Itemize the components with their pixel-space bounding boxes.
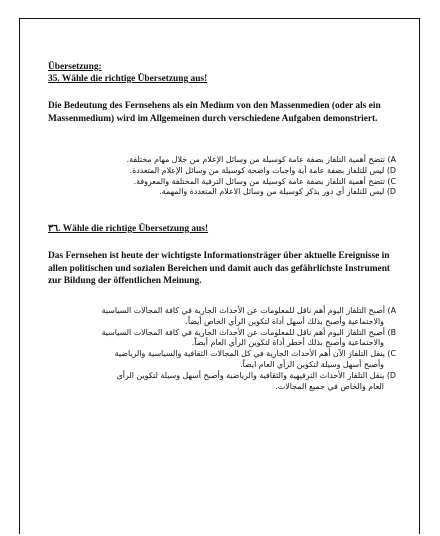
q36-option-d-line1: D) ينقل التلفاز الأحداث الترفيهية والثقافية والرياضية وأصبح أسهل وسيلة لتكوين الرأى: [116, 370, 396, 380]
q36-option-b[interactable]: [70, 328, 396, 350]
question-36-options: [70, 306, 396, 392]
q35-option-c[interactable]: C) تتضح أهمية التلفاز بصفة عامة كوسيلة من وسائل الترفية المختلفة والمعروفة.: [133, 176, 396, 186]
q36-option-a[interactable]: [70, 306, 396, 328]
question-35-text: Die Bedeutung des Fernsehens als ein Medium von den Massenmedien (oder als ein Massenmedium) wird im Allgemeinen durch verschiedene Aufgaben demonstriert.: [48, 101, 381, 124]
q35-option-b[interactable]: D) ليس للتلفاز بصفة عامة أية واجبات واضحة كوسيلة من وسائل الإعلام المتعددة.: [129, 165, 396, 175]
q36-option-d[interactable]: [70, 371, 396, 393]
q35-option-d[interactable]: D) ليس للتلفاز أي دور يذكر كوسيلة من وسائل الاعلام المتعددة والمهمة.: [159, 187, 396, 197]
q36-option-a-line2: والاجتماعية وأصبح بذلك أسهل أداة لتكوين الرأي الخاص أيضاً.: [185, 316, 384, 326]
section-heading: Übersetzung:: [48, 62, 102, 72]
question-36-title: [48, 224, 208, 235]
q36-option-c-line2: وأصبح أسهل وسيلة لتكوين الرأي العام ايضاً.: [240, 359, 384, 369]
q36-option-a-line1: A) أصبح التلفاز اليوم أهم ناقل للمعلومات عن الأحداث الجارية في كافة المجالات السياسية: [101, 306, 396, 315]
q36-option-b-line2: والاجتماعية وأصبح بذلك أخطر أداة لتكوين الرأي العام أيضاً.: [191, 338, 384, 348]
question-36-title-text: Wähle die richtige Übersetzung aus!: [60, 224, 209, 234]
question-36-number: ٣٦.: [48, 224, 61, 234]
question-35-title-text: 35. Wähle die richtige Übersetzung aus!: [48, 74, 208, 84]
q36-option-b-line1: B) أصبح التلفاز اليوم أهم ناقل للمعلومات عن الأحداث الجارية في كافة المجالات السياسية: [101, 327, 396, 337]
question-35-title: [48, 74, 207, 85]
q36-option-c[interactable]: [70, 349, 396, 371]
question-36-text: Das Fernsehen ist heute der wichtigste Informationsträger über aktuelle Ereignisse in allen politischen und sozialen Bereichen und damit auch das gefährlichste Instrument zur Bildung der öffentlichen Meinung.: [48, 251, 391, 287]
q36-option-d-line2: العام والخاص في جميع المجالات.: [275, 381, 384, 391]
q36-option-c-line1: C) ينقل التلفاز الآن أهم الأحداث الجارية في كل المجالات الثقافية والسياسية والرياضية: [114, 349, 396, 359]
question-35-options: [100, 155, 396, 198]
q35-option-a[interactable]: A) تتضح أهمية التلفاز بصفة عامة كوسيلة من وسائل الإعلام من خلال مهام مختلفة.: [126, 155, 396, 164]
